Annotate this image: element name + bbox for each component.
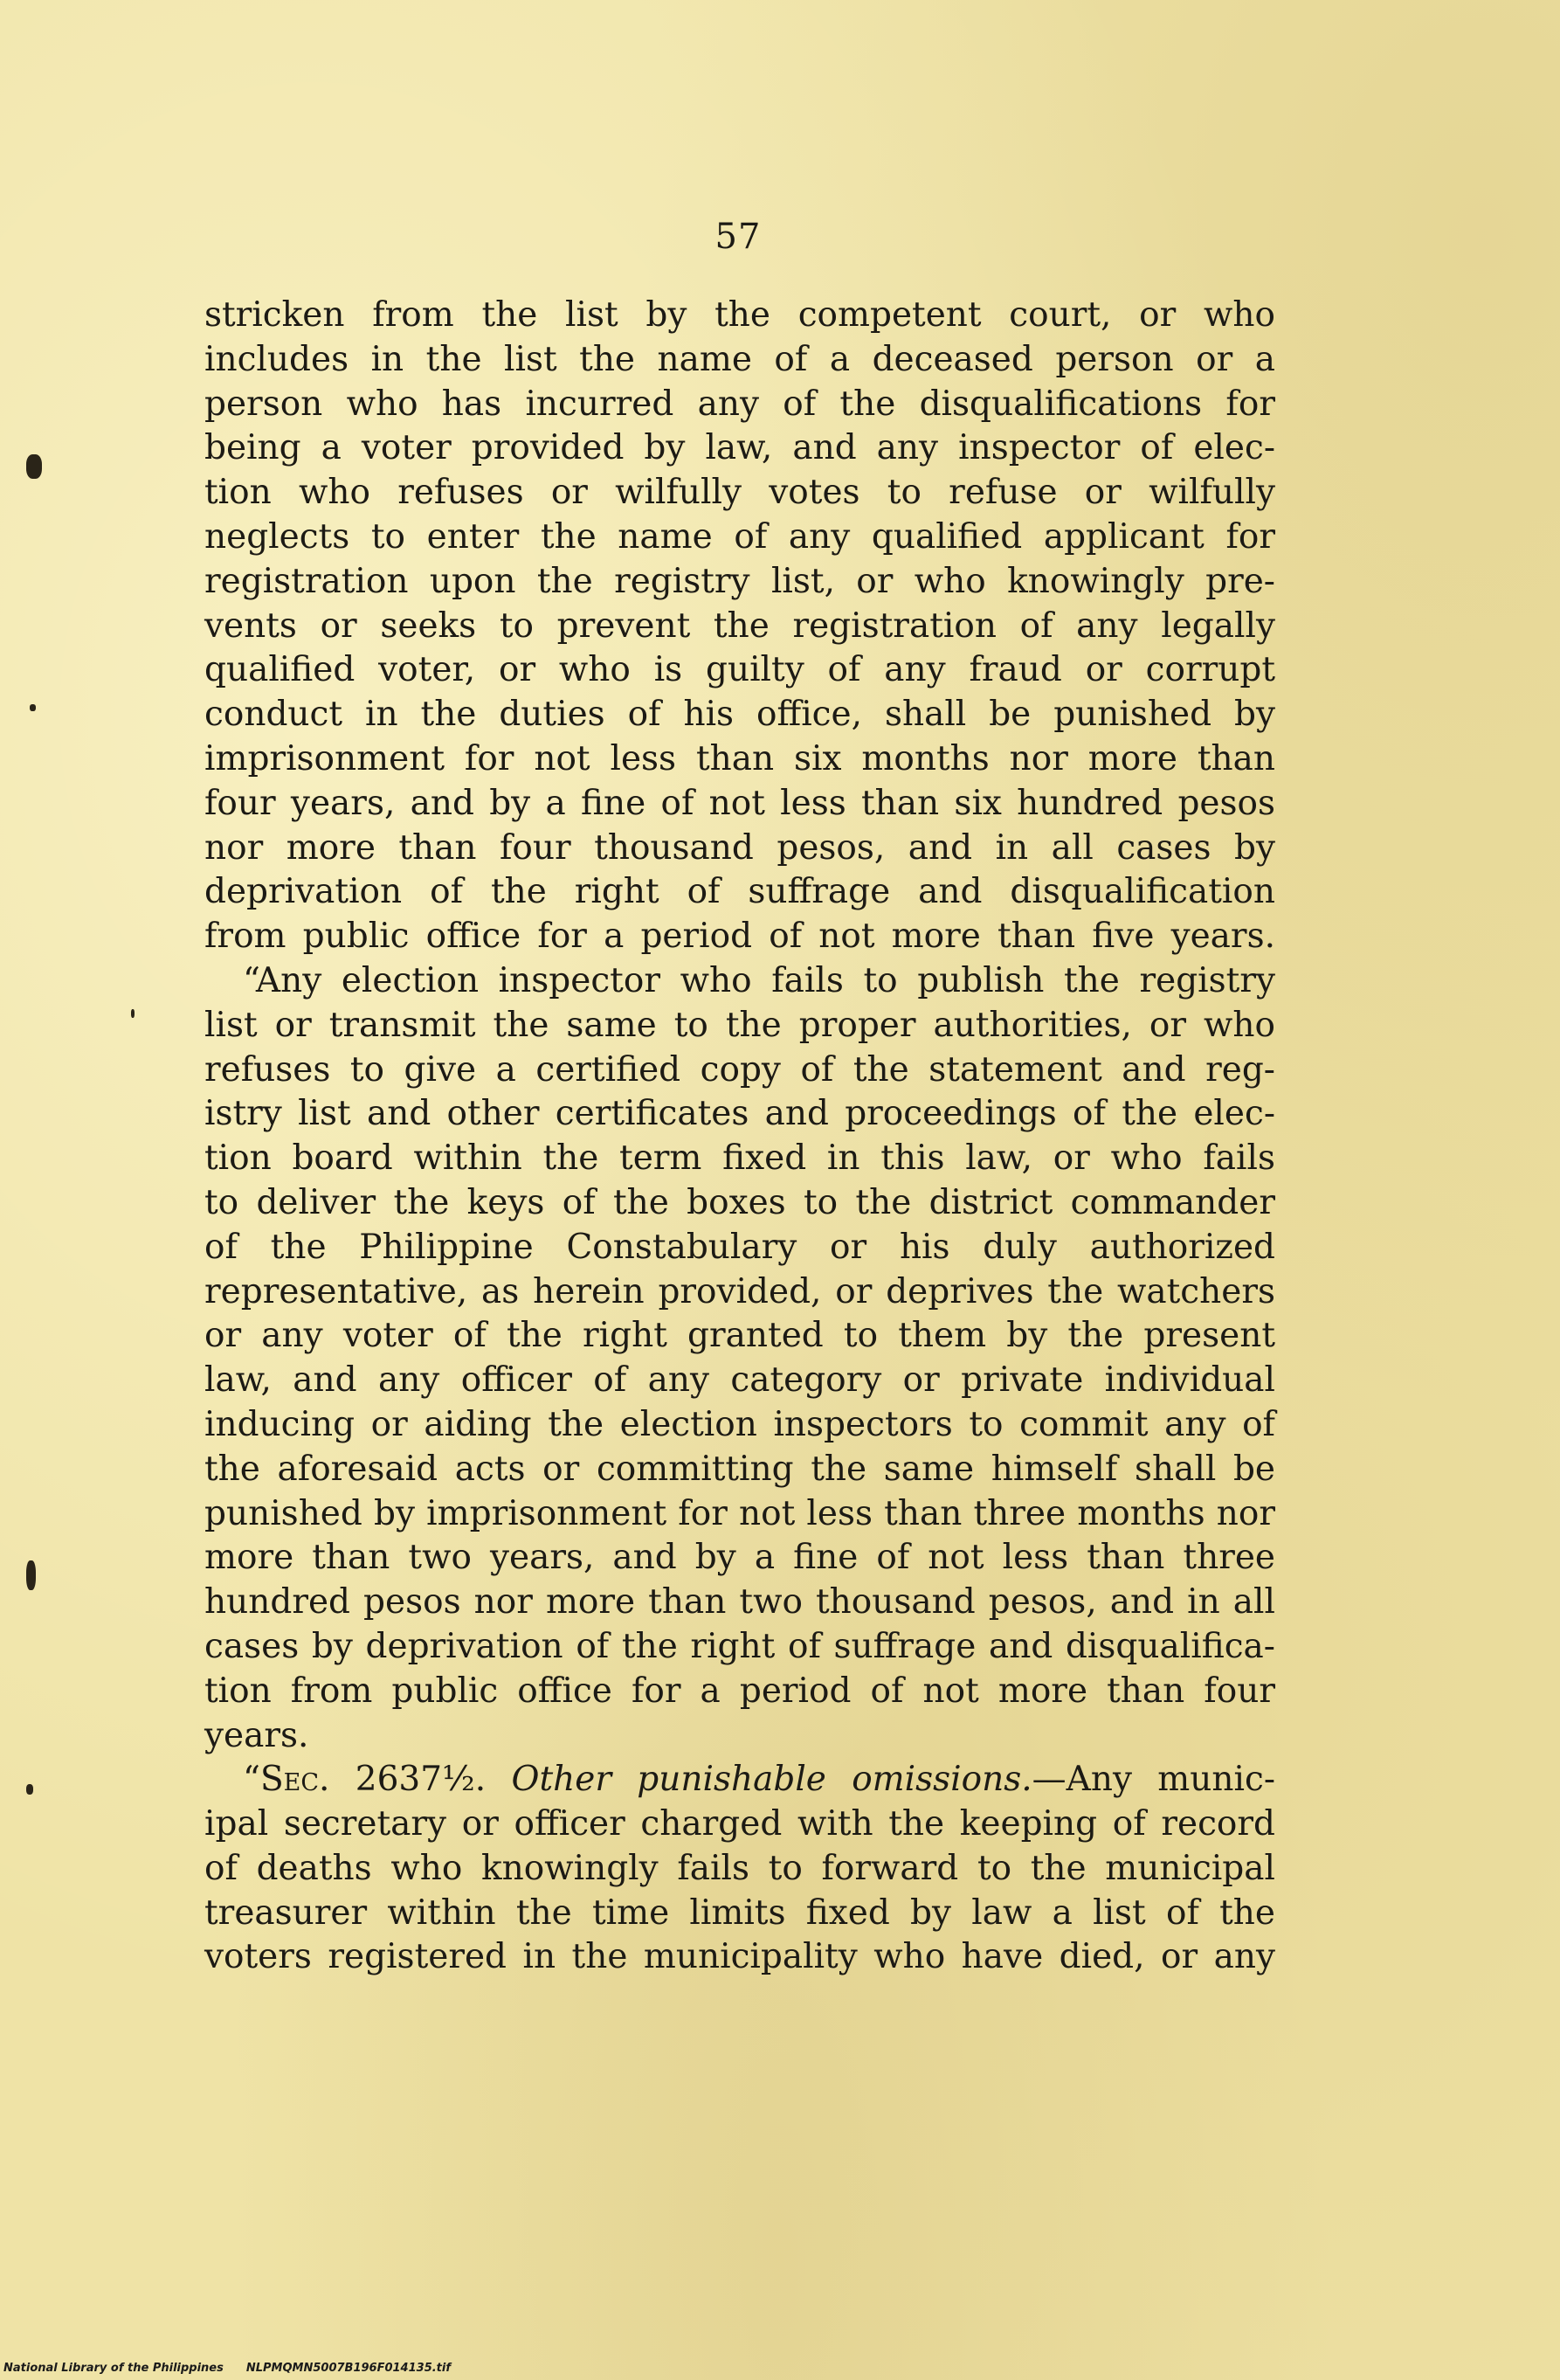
text-line: includes in the list the name of a deceased person or a: [204, 339, 1275, 379]
ink-blot-mark: [26, 454, 42, 479]
scan-footer: [3, 2362, 473, 2375]
section-heading-line: [204, 1758, 1275, 1802]
text-line: tion who refuses or wilfully votes to refuse or wilfully: [204, 473, 1275, 513]
text-line: punished by imprisonment for not less than three months nor: [204, 1493, 1275, 1533]
text-line: representative, as herein provided, or deprives the watchers: [204, 1271, 1275, 1311]
section-heading-continuation: —Any munic-: [1032, 1760, 1275, 1800]
text-line: stricken from the list by the competent court, or who: [204, 295, 1275, 335]
body-text: [204, 294, 1275, 1980]
section-label: Sec.: [259, 1760, 330, 1800]
text-line: tion from public office for a period of not more than four: [204, 1671, 1275, 1711]
text-line: conduct in the duties of his office, shall be punished by: [204, 695, 1275, 735]
binding-hole-mark: [26, 1560, 36, 1590]
section-heading: Other punishable omissions.: [511, 1760, 1032, 1800]
text-line: being a voter provided by law, and any inspector of elec-: [204, 428, 1275, 468]
text-line: treasurer within the time limits fixed by law a list of the: [204, 1892, 1275, 1933]
text-line: voters registered in the municipality who have died, or any: [204, 1937, 1275, 1977]
text-line: to deliver the keys of the boxes to the district commander: [204, 1182, 1275, 1222]
text-line: of deaths who knowingly fails to forward to the municipal: [204, 1848, 1275, 1888]
text-line: or any voter of the right granted to them by the present: [204, 1316, 1275, 1356]
ink-speck-mark: [30, 704, 36, 711]
text-line: istry list and other certificates and proceedings of the elec-: [204, 1094, 1275, 1134]
ink-speck-mark: [26, 1784, 33, 1795]
page-number: 57: [714, 217, 762, 257]
text-line: the aforesaid acts or committing the same himself shall be: [204, 1449, 1275, 1489]
text-line: cases by deprivation of the right of suffrage and disqualifica-: [204, 1626, 1275, 1666]
text-line: years.: [204, 1715, 309, 1755]
text-line: list or transmit the same to the proper authorities, or who: [204, 1005, 1275, 1045]
text-line: hundred pesos nor more than two thousand pesos, and in all: [204, 1582, 1275, 1622]
text-line: vents or seeks to prevent the registration of any legally: [204, 605, 1275, 646]
text-line: of the Philippine Constabulary or his duly authorized: [204, 1227, 1275, 1267]
text-line: four years, and by a fine of not less than six hundred pesos: [204, 783, 1275, 823]
text-line: ipal secretary or officer charged with the keeping of record: [204, 1804, 1275, 1844]
text-line: “Any election inspector who fails to publish the registry: [243, 960, 1275, 1000]
text-line: neglects to enter the name of any qualified applicant for: [204, 516, 1275, 557]
text-line: more than two years, and by a fine of not less than three: [204, 1538, 1275, 1578]
section-number: 2637½.: [355, 1760, 487, 1800]
text-line: registration upon the registry list, or who knowingly pre-: [204, 561, 1275, 601]
text-line: from public office for a period of not more than five years.: [204, 917, 1275, 957]
text-line: nor more than four thousand pesos, and in all cases by: [204, 827, 1275, 868]
text-line: imprisonment for not less than six months nor more than: [204, 738, 1275, 778]
text-line: refuses to give a certified copy of the statement and reg-: [204, 1049, 1275, 1090]
text-line: law, and any officer of any category or private individual: [204, 1360, 1275, 1401]
footer-library: National Library of the Philippines: [3, 2362, 224, 2375]
text-line: tion board within the term fixed in this law, or who fails: [204, 1138, 1275, 1179]
open-quote: “: [243, 1760, 260, 1800]
ink-speck-mark: [131, 1009, 135, 1018]
text-line: deprivation of the right of suffrage and disqualification: [204, 872, 1275, 912]
text-line: qualified voter, or who is guilty of any fraud or corrupt: [204, 650, 1275, 690]
text-line: person who has incurred any of the disqualifications for: [204, 384, 1275, 424]
footer-file-id: NLPMQMN5007B196F014135.tif: [245, 2362, 451, 2375]
text-line: inducing or aiding the election inspectors to commit any of: [204, 1404, 1275, 1444]
